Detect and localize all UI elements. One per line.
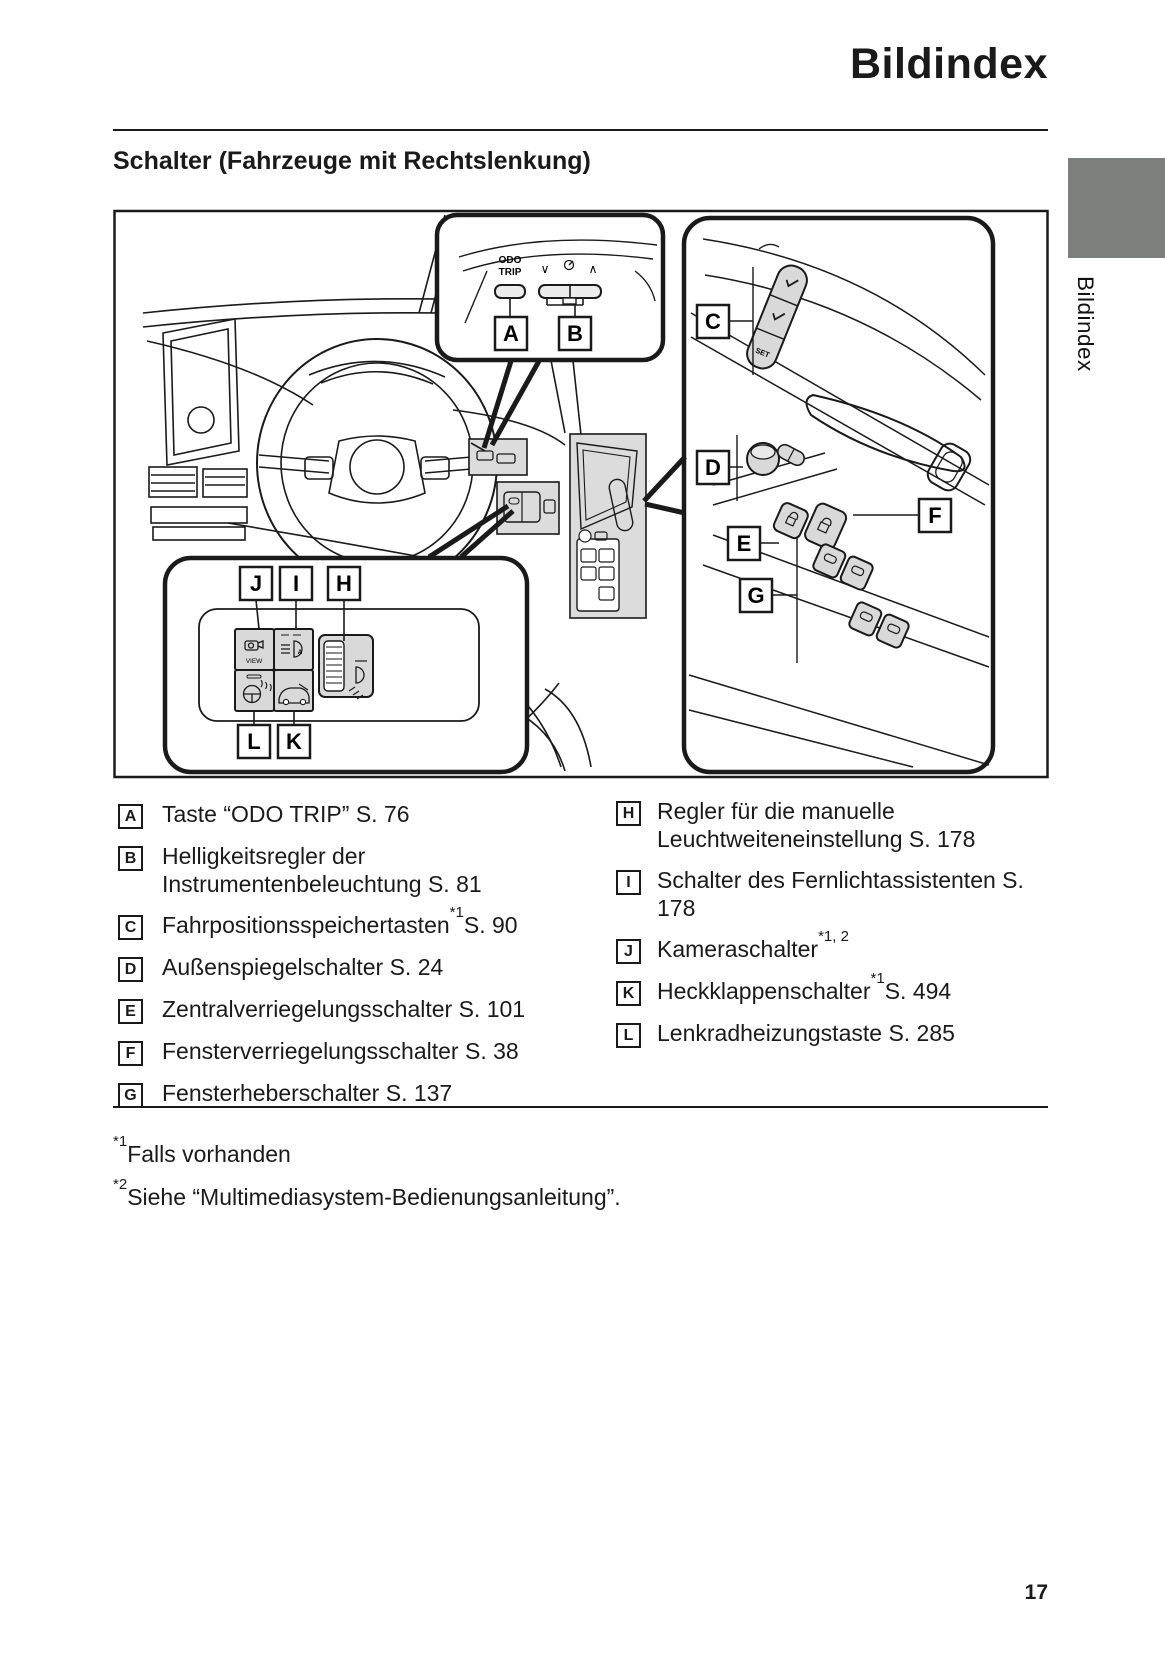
diagram-label-B: B [567,321,583,346]
legend-item-A [118,801,570,829]
legend-item-J [616,928,1058,964]
instrument-panel-switch-highlight [469,439,527,475]
section-heading: Schalter (Fahrzeuge mit Rechtslenkung) [113,147,591,175]
legend-item-L [616,1020,1058,1048]
diagram-label-H: H [336,571,352,596]
diagram-label-L: L [247,729,261,754]
legend-text: Helligkeitsregler der Instrumentenbeleuchtung S. 81 [162,843,482,897]
legend-letter-box: L [616,1023,641,1048]
legend-text: Fensterheberschalter S. 137 [162,1080,453,1106]
diagram-label-E: E [736,531,752,556]
diagram-label-A: A [503,321,519,346]
page-title: Bildindex [849,40,1048,88]
legend-letter-box: F [118,1041,143,1066]
legend-right-column [616,798,1058,1048]
footnote-rule [113,1106,1048,1108]
auto-beam-letter: A [297,649,303,656]
legend-item-B [118,843,570,898]
odo-trip-button [495,285,525,298]
brightness-down-glyph: ∨ [540,262,550,276]
legend-item-D [118,954,570,982]
diagram-label-I: I [292,571,300,596]
legend-left-column [118,801,570,1108]
legend-text: Taste “ODO TRIP” S. 76 [162,801,410,827]
diagram-label-D: D [705,455,721,480]
callout-driver-switch-panel [165,558,527,772]
legend-text: Zentralverriegelungsschalter S. 101 [162,996,526,1022]
legend-item-G [118,1080,570,1108]
legend-letter-box: H [616,801,641,826]
legend-letter-box: D [118,957,143,982]
legend-letter-box: B [118,846,143,871]
legend-item-C [118,904,570,940]
footnote-2: $^{*2}$Siehe “Multimediasystem-Bedienungsanleitung”. [113,1176,621,1210]
switch-location-diagram [113,205,1049,782]
callout-instrument-switches [437,215,663,360]
legend-item-H [616,798,1058,853]
legend-text: Lenkradheizungstaste S. 285 [657,1020,955,1046]
diagram-label-J: J [249,571,263,596]
legend-text: Schalter des Fernlichtassistenten S. 178 [657,867,1024,921]
set-button-label: SET [754,345,772,360]
legend-text: Fahrpositionsspeichertasten$^{*1}$S. 90 [162,904,518,938]
door-switch-panel-highlight [570,434,646,618]
svg-text:TRIP: TRIP [498,267,522,278]
view-button-label: VIEW [245,658,263,665]
legend-text: Heckklappenschalter$^{*1}$S. 494 [657,970,952,1004]
chapter-tab-label: Bildindex [1073,276,1098,372]
chapter-tab [1068,158,1165,258]
brightness-up-glyph: ∧ [588,262,598,276]
legend-letter-box: I [616,870,641,895]
legend-text: Kameraschalter$^{*1, 2}$ [657,928,849,962]
steering-heat-button [235,670,274,711]
legend-item-F [118,1038,570,1066]
legend-letter-box: K [616,981,641,1006]
page-number: 17 [1024,1581,1048,1604]
legend-text: Außenspiegelschalter S. 24 [162,954,444,980]
legend-letter-box: E [118,999,143,1024]
legend-letter-box: G [118,1083,143,1108]
footnote-1: $^{*1}$Falls vorhanden [113,1133,291,1167]
odo-trip-button-label: ODO [498,255,522,266]
legend-letter-box: C [118,915,143,940]
legend-text: Fensterverriegelungsschalter S. 38 [162,1038,519,1064]
legend-text: Regler für die manuelle Leuchtweiteneinstellung S. 178 [657,798,976,852]
legend-letter-box: A [118,804,143,829]
legend-item-E [118,996,570,1024]
headlight-leveling-dial [319,635,373,699]
diagram-label-F: F [928,503,942,528]
diagram-label-G: G [747,583,765,608]
legend-item-K [616,970,1058,1006]
diagram-label-C: C [705,309,721,334]
callout-door-switches [684,218,993,772]
tailgate-button [274,670,313,711]
legend-item-I [616,867,1058,922]
legend-letter-box: J [616,939,641,964]
title-rule [113,129,1048,131]
diagram-label-K: K [286,729,302,754]
